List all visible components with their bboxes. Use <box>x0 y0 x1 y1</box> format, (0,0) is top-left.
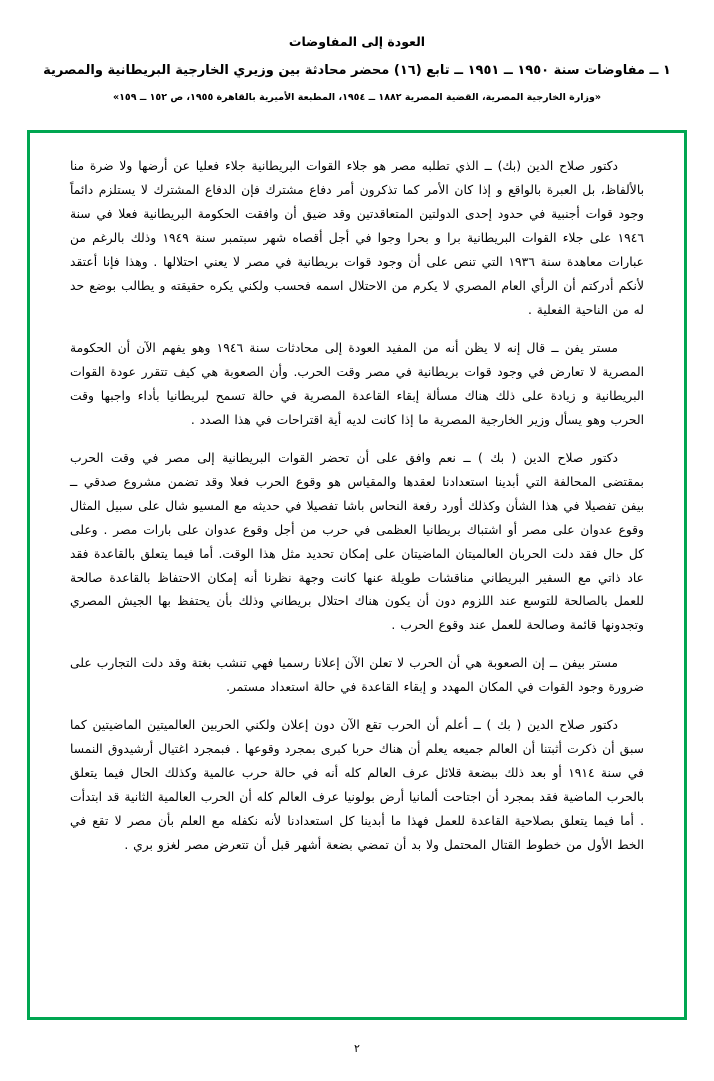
document-subtitle: ١ ــ مفاوضات سنة ١٩٥٠ ــ ١٩٥١ ــ تابع (١٦) محضر محادثة بين وزيري الخارجية البريطانية والمصرية <box>43 63 671 78</box>
paragraph: مستر يفن ــ قال إنه لا يظن أنه من المفيد العودة إلى محادثات سنة ١٩٤٦ وهو يفهم الآن أن الحكومة المصرية لا تعارض في وجود قوات بريطانية في مصر وقت الحرب. وأن الصعوبة هي كيف تتقرر عودة القوات البريطانية و زيادة على ذلك هناك مسألة إبقاء القاعدة المصرية في حالة تسمح لبريطانيا بأداء واجبها وقت الحرب وهو يسأل وزير الخارجية المصرية ما إذا كانت لديه أية اقتراحات في هذا الصدد . <box>70 340 644 427</box>
paragraph: مستر بيفن ــ إن الصعوبة هي أن الحرب لا تعلن الآن إعلانا رسميا فهي تنشب بغتة وقد دلت التجارب على ضرورة وجود القوات في المكان المهدد و إبقاء القاعدة في حالة استعداد مستمر. <box>70 656 644 695</box>
paragraph: دكتور صلاح الدين (بك) ــ الذي تطلبه مصر هو جلاء القوات البريطانية جلاء فعليا عن أرضها ولا ضرة منا بالألفاظ، بل العبرة بالواقع و إذا كان الأمر كما تذكرون أمر دفاع مشترك فإن الدفاع المشترك لا يستلزم دائماً وجود قوات أجنبية في حدود إحدى الدولتين المتعاقدتين وقد ضيق أن وافقت الحكومة البريطانية فعلا في سنة ١٩٤٦ على جلاء القوات البريطانية برا و بحرا وجوا في أجل أقصاه شهر سبتمبر سنة ١٩٤٩ وذلك بالرغم من عبارات معاهدة سنة ١٩٣٦ التي تنص على أن وجود قوات بريطانية في مصر لا يعني احتلالها . وهذا فإنا أعتقد لأنكم أدركتم أن الرأي العام المصري لا يكرم من الاحتلال اسمه فحسب ولكني يكره حقيقته و يطالب بوضع حد له من الناحية الفعلية . <box>70 159 644 317</box>
bordered-text-frame <box>27 130 687 1020</box>
page-number: ٢ <box>354 1042 360 1055</box>
page-title: العودة إلى المفاوضات <box>288 34 426 49</box>
paragraph: دكتور صلاح الدين ( بك ) ــ نعم وافق على أن تحضر القوات البريطانية إلى مصر في وقت الحرب بمقتضى المحالفة التي أبدينا استعدادنا لعقدها والمقياس هو وقوع الحرب فعلا وقد تضمن مشروع صدقي ــ بيفن تفصيلا في هذا الشأن وكذلك أورد رفعة النحاس باشا تفصيلا في حديثه مع المسيو شال على سبيل المثال وقوع عدوان على مصر أو اشتباك بريطانيا العظمى في حرب من أجل وقوع عدوان على بارات مصر . وعلى كل حال فقد دلت الحربان العالميتان الماضيتان على إمكان تحديد مثل هذا الوقت. أما فيما يتعلق بالقاعدة فقد عاد ذاتي مع السفير البريطاني مناقشات طويلة عنها كانت وجهة نظرنا أنه إمكان الاحتفاظ بالقاعدة صالحة للعمل بالصالحة للتوسع عند اللزوم دون أن يكون هناك احتلال بريطاني وذلك بأن يحتفظ بها الجيش المصري وتجدونها قائمة وصالحة للعمل عند وقوع الحرب . <box>70 450 644 633</box>
paragraph: دكتور صلاح الدين ( بك ) ــ أعلم أن الحرب تقع الآن دون إعلان ولكني الحربين العالميتين الماضيتين كما سبق أن ذكرت أثبتنا أن العالم جميعه يعلم أن هناك حربا كبرى بمجرد وقوعها . فبمجرد اغتيال أرشيدوق النمسا في سنة ١٩١٤ أو بعد ذلك ببضعة قلائل عرف العالم كله أنه في حالة حرب عالمية وكذلك الحال فيما يتعلق بالحرب الماضية فقد بمجرد أن اجتاحت ألمانيا أرض بولونيا عرف العالم كله أن الحرب العالمية الثانية قد ابتدأت . أما فيما يتعلق بصلاحية القاعدة للعمل فهذا ما أبدينا كل استعدادنا لأنه نكفله مع العلم بأن مصر لا تقع في الخط الأول من خطوط القتال المحتمل ولا بد أن تمضي بضعة أشهر قبل أن تتعرض مصر لغزو بري . <box>70 718 644 853</box>
document-header <box>0 0 714 104</box>
document-source-citation: «وزارة الخارجية المصرية، القضية المصرية ١٨٨٢ ــ ١٩٥٤، المطبعة الأميرية بالقاهرة ١٩٥٥، ص ١٥٢ ــ ١٥٩» <box>112 91 602 103</box>
document-body <box>30 133 684 878</box>
